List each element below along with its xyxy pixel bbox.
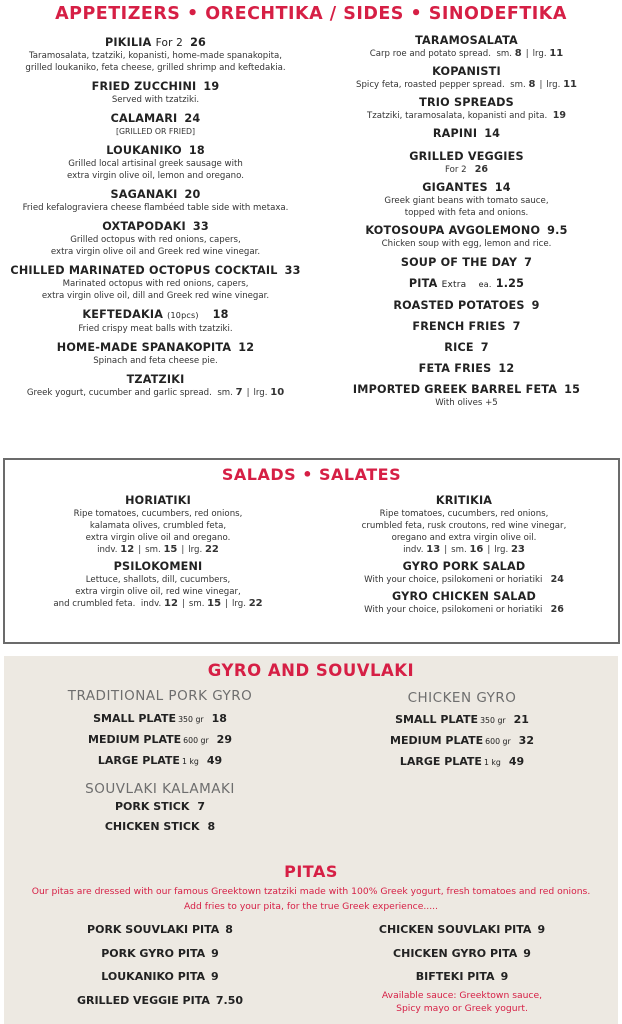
pitas-intro [4, 884, 618, 914]
size-prices: indv. 13 | sm. 16 | lrg. 23 [403, 544, 525, 555]
item-desc: extra virgin olive oil and Greek red wine vinegar. [50, 247, 261, 257]
item-desc: Chicken soup with egg, lemon and rice. [381, 239, 552, 249]
item-price: 7 [480, 341, 489, 354]
gyro-title: GYRO AND SOUVLAKI [207, 661, 415, 680]
item-desc: Fried kefalograviera cheese flambéed table side with metaxa. [22, 203, 289, 213]
item-price: 33 [192, 220, 209, 233]
item-name: CALAMARI [110, 112, 178, 125]
item-name: GYRO PORK SALAD [402, 560, 526, 573]
plate-medium: MEDIUM PLATE 600 gr 29 [88, 733, 232, 746]
item-price: 12 [238, 341, 255, 354]
item-price: 26 [550, 604, 564, 615]
pitas-right-column [306, 918, 618, 1015]
size-prices: indv. 12 | sm. 15 | lrg. 22 [97, 544, 219, 555]
item-count: (10pcs) [167, 311, 199, 320]
item-price: 15 [564, 383, 581, 396]
menu-item-loukaniko [0, 144, 311, 182]
item-desc: With olives +5 [435, 398, 498, 408]
menu-item-kritikia [311, 494, 617, 556]
pita-bifteki: BIFTEKI PITA 9 [415, 970, 509, 983]
item-desc: Marinated octopus with red onions, capers, [62, 279, 249, 289]
item-name: PSILOKOMENI [113, 560, 203, 573]
item-name: TRIO SPREADS [419, 96, 514, 109]
size-prices: sm. 7 | lrg. 10 [217, 387, 285, 398]
menu-item-kopanisti [311, 65, 622, 91]
appetizers-right-column [311, 34, 622, 415]
item-desc: Carp roe and potato spread. [369, 49, 491, 59]
plate-medium: MEDIUM PLATE 600 gr 32 [390, 734, 534, 747]
menu-item-feta-fries [311, 362, 622, 376]
plate-small: SMALL PLATE 350 gr 18 [93, 712, 227, 725]
item-name: ROASTED POTATOES [393, 299, 525, 312]
plate-large: LARGE PLATE 1 kg 49 [399, 755, 525, 768]
item-name: IMPORTED GREEK BARREL FETA [352, 383, 558, 396]
item-desc: With your choice, psilokomeni or horiatiki [364, 605, 543, 615]
item-desc: Ripe tomatoes, cucumbers, red onions, [73, 509, 243, 519]
item-price: 9.5 [547, 224, 568, 237]
size-prices: sm. 8 | lrg. 11 [510, 79, 577, 90]
item-desc: Greek yogurt, cucumber and garlic spread. [26, 388, 212, 398]
item-name: HORIATIKI [125, 494, 191, 507]
item-price: 26 [474, 164, 489, 175]
salads-left-column [5, 494, 311, 616]
item-desc: Spinach and feta cheese pie. [93, 356, 218, 366]
menu-item-french-fries [311, 320, 622, 334]
item-name: SOUP OF THE DAY [400, 256, 518, 269]
item-desc: extra virgin olive oil, red wine vinegar, [75, 587, 241, 597]
item-price: 33 [284, 264, 301, 277]
menu-item-soup-of-the-day [311, 256, 622, 270]
size-prices: sm. 8 | lrg. 11 [496, 48, 564, 59]
item-price: 14 [484, 127, 501, 140]
menu-item-gyro-pork-salad [311, 560, 617, 586]
sauce-note: Spicy mayo or Greek yogurt. [396, 1002, 528, 1014]
menu-item-gyro-chicken-salad [311, 590, 617, 616]
item-desc: Lettuce, shallots, dill, cucumbers, [85, 575, 231, 585]
item-desc: extra virgin olive oil, dill and Greek red wine vinegar. [41, 291, 270, 301]
menu-item-tzatziki [0, 373, 311, 399]
pitas-intro-line: Our pitas are dressed with our famous Greektown tzatziki made with 100% Greek yogurt, fresh tomatoes and red onions. [31, 886, 591, 897]
menu-item-barrel-feta [311, 383, 622, 409]
item-desc: topped with feta and onions. [404, 208, 529, 218]
item-desc: Taramosalata, tzatziki, kopanisti, home-made spanakopita, [28, 51, 283, 61]
menu-item-fried-zucchini [0, 80, 311, 106]
menu-item-grilled-veggies [311, 150, 622, 176]
item-desc: Served with tzatziki. [111, 95, 200, 105]
plate-small: SMALL PLATE 350 gr 21 [395, 713, 529, 726]
pita-pork-gyro: PORK GYRO PITA 9 [101, 946, 219, 960]
pita-grilled-veggie: GRILLED VEGGIE PITA 7.50 [76, 993, 244, 1007]
item-price: 19 [552, 110, 566, 121]
pork-gyro-column [4, 688, 316, 837]
pitas-intro-line: Add fries to your pita, for the true Greek experience..... [184, 901, 438, 912]
size-prices: indv. 12 | sm. 15 | lrg. 22 [140, 598, 263, 609]
appetizers-title: APPETIZERS • ORECHTIKA / SIDES • SINODEFTIKA [55, 4, 567, 24]
item-name: TARAMOSALATA [415, 34, 518, 47]
menu-item-rapini [311, 127, 622, 141]
item-name: KOTOSOUPA AVGOLEMONO [365, 224, 541, 237]
item-name: PIKILIA [104, 36, 152, 49]
item-name: KEFTEDAKIA [82, 308, 164, 321]
item-price: 18 [188, 144, 205, 157]
menu-item-trio-spreads [311, 96, 622, 122]
item-price: 20 [184, 188, 201, 201]
sauce-note: Available sauce: Greektown sauce, [381, 989, 543, 1001]
item-name: RICE [444, 341, 474, 354]
item-desc: kalamata olives, crumbled feta, [89, 521, 227, 531]
menu-item-psilokomeni [5, 560, 311, 610]
item-price: 9 [531, 299, 540, 312]
item-desc: Fried crispy meat balls with tzatziki. [78, 324, 233, 334]
pork-gyro-heading: TRADITIONAL PORK GYRO [67, 688, 253, 704]
item-name: FRIED ZUCCHINI [91, 80, 197, 93]
item-name: KOPANISTI [432, 65, 501, 78]
pita-chicken-gyro: CHICKEN GYRO PITA 9 [393, 946, 531, 960]
menu-item-spanakopita [0, 341, 311, 367]
pitas-left-column [4, 918, 316, 1012]
item-name: GYRO CHICKEN SALAD [392, 590, 536, 603]
item-name: RAPINI [432, 127, 478, 140]
menu-item-horiatiki [5, 494, 311, 556]
item-desc: Greek giant beans with tomato sauce, [384, 196, 549, 206]
menu-item-saganaki [0, 188, 311, 214]
item-desc: Spicy feta, roasted pepper spread. [356, 80, 505, 90]
chicken-gyro-heading: CHICKEN GYRO [407, 690, 517, 706]
menu-item-roasted-potatoes [311, 299, 622, 313]
menu-item-kotosoupa [311, 224, 622, 250]
pita-pork-souvlaki: PORK SOUVLAKI PITA 8 [87, 923, 233, 936]
pork-stick: PORK STICK 7 [114, 800, 205, 813]
item-desc: For 2 [444, 165, 467, 175]
item-price: 24 [550, 574, 564, 585]
item-name: FRENCH FRIES [412, 320, 506, 333]
item-price: 12 [498, 362, 515, 375]
item-extra: Extra [441, 280, 467, 290]
item-name: CHILLED MARINATED OCTOPUS COCKTAIL [10, 264, 278, 277]
item-name: OXTAPODAKI [102, 220, 186, 233]
item-price: 26 [190, 36, 207, 49]
item-desc: grilled loukaniko, feta cheese, grilled shrimp and keftedakia. [25, 63, 286, 73]
item-price: 1.25 [495, 277, 525, 290]
item-extra: For 2 [155, 37, 184, 49]
item-price: 14 [494, 181, 511, 194]
menu-item-calamari [0, 112, 311, 138]
item-price: 18 [212, 308, 229, 321]
item-desc: oregano and extra virgin olive oil. [391, 533, 537, 543]
pita-loukaniko: LOUKANIKO PITA 9 [101, 970, 219, 983]
item-name: LOUKANIKO [106, 144, 182, 157]
item-price: 24 [184, 112, 201, 125]
item-name: KRITIKIA [435, 494, 493, 507]
menu-item-pita-extra [311, 277, 622, 292]
menu-item-octopus-cocktail [0, 264, 311, 302]
item-name: SAGANAKI [110, 188, 178, 201]
item-unit: ea. [478, 280, 492, 289]
salads-right-column [311, 494, 617, 622]
pitas-title: PITAS [284, 862, 338, 881]
item-price: 19 [203, 80, 220, 93]
item-name: PITA [408, 277, 438, 290]
menu-item-keftedakia [0, 308, 311, 335]
salads-title: SALADS • SALATES [221, 465, 402, 484]
menu-item-taramosalata [311, 34, 622, 60]
item-desc: crumbled feta, rusk croutons, red wine vinegar, [361, 521, 567, 531]
item-desc: extra virgin olive oil and oregano. [85, 533, 231, 543]
item-price: 7 [524, 256, 533, 269]
chicken-gyro-column [306, 690, 618, 773]
souvlaki-heading: SOUVLAKI KALAMAKI [85, 781, 235, 797]
gyro-souvlaki-section [4, 656, 618, 1024]
item-desc: Grilled octopus with red onions, capers, [70, 235, 241, 245]
plate-large: LARGE PLATE 1 kg 49 [97, 754, 223, 767]
item-desc: With your choice, psilokomeni or horiatiki [364, 575, 543, 585]
menu-item-gigantes [311, 181, 622, 219]
item-desc: and crumbled feta. [53, 599, 136, 609]
pita-chicken-souvlaki: CHICKEN SOUVLAKI PITA 9 [378, 923, 546, 936]
item-name: GIGANTES [422, 181, 488, 194]
item-name: HOME-MADE SPANAKOPITA [56, 341, 232, 354]
menu-item-rice [311, 341, 622, 355]
item-desc: Tzatziki, taramosalata, kopanisti and pita. [367, 111, 548, 121]
item-desc: Ripe tomatoes, cucumbers, red onions, [379, 509, 549, 519]
salads-section [3, 458, 620, 644]
item-name: FETA FRIES [418, 362, 492, 375]
item-desc: [GRILLED OR FRIED] [115, 127, 196, 136]
menu-item-pikilia [0, 36, 311, 74]
item-price: 7 [512, 320, 521, 333]
item-name: TZATZIKI [126, 373, 185, 386]
item-desc: Grilled local artisinal greek sausage with [68, 159, 243, 169]
item-name: GRILLED VEGGIES [409, 150, 524, 163]
item-desc: extra virgin olive oil, lemon and oregano. [67, 171, 244, 181]
chicken-stick: CHICKEN STICK 8 [104, 820, 216, 833]
appetizers-left-column [0, 36, 311, 405]
menu-item-oxtapodaki [0, 220, 311, 258]
